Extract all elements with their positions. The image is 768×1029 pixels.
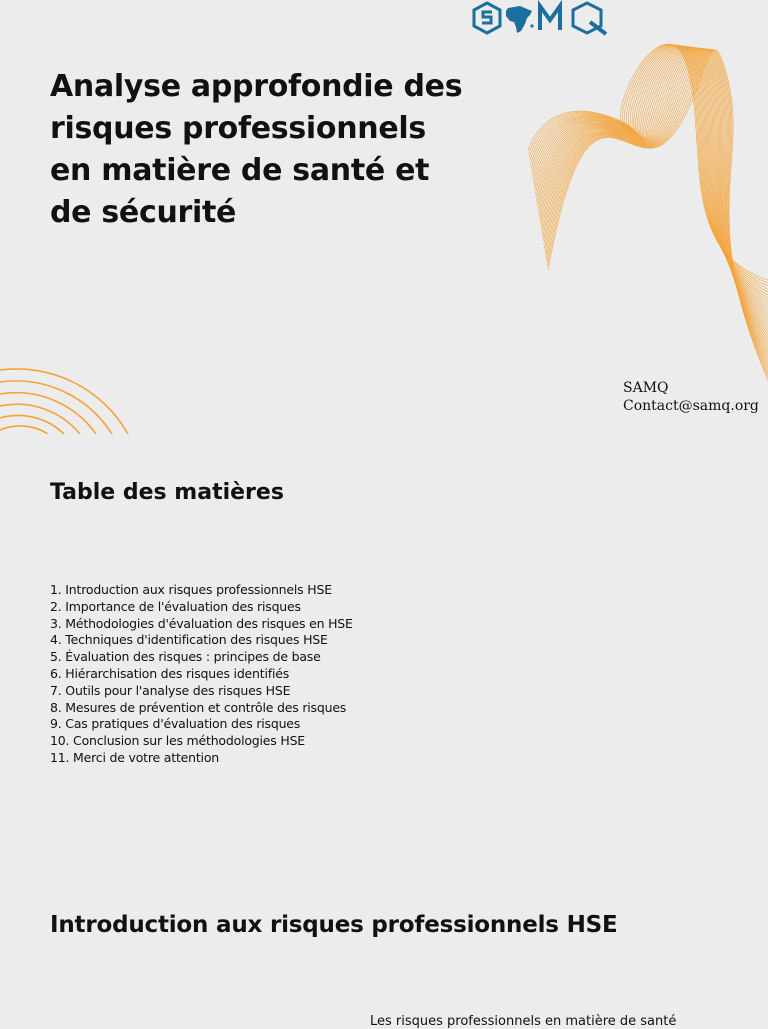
wave-line xyxy=(543,48,768,352)
toc-item: 10. Conclusion sur les méthodologies HSE xyxy=(50,733,306,749)
wave-line xyxy=(546,49,768,371)
decorative-wave xyxy=(518,0,768,390)
toc-item: 4. Techniques d'identification des risques HSE xyxy=(50,632,328,648)
wave-line xyxy=(539,47,768,334)
wave-line xyxy=(541,48,768,347)
section-body-text: Les risques professionnels en matière de santé xyxy=(370,1014,677,1029)
toc-item: 1. Introduction aux risques professionnels HSE xyxy=(50,582,332,597)
toc-item: 11. Merci de votre attention xyxy=(50,749,220,765)
samq-logo xyxy=(472,0,614,36)
toc-item: 9. Cas pratiques d'évaluation des risques xyxy=(50,716,301,732)
wave-line xyxy=(548,50,768,380)
wave-line xyxy=(529,44,768,283)
wave-line xyxy=(538,47,768,328)
section-heading: Introduction aux risques professionnels HSE xyxy=(50,912,618,938)
wave-line xyxy=(544,49,768,359)
toc-item: 2. Importance de l'évaluation des risques xyxy=(50,598,301,614)
wave-line xyxy=(536,47,768,323)
contact-email[interactable]: Contact@samq.org xyxy=(623,398,759,414)
wave-line xyxy=(547,50,768,377)
wave-line xyxy=(543,49,768,356)
wave-line xyxy=(546,49,768,368)
samq-logo-graphic xyxy=(472,0,614,36)
wave-line xyxy=(540,48,768,341)
wave-line xyxy=(545,49,768,365)
toc-item: 6. Hiérarchisation des risques identifiés xyxy=(50,665,290,681)
wave-line xyxy=(538,47,768,331)
wave-line xyxy=(536,46,768,319)
toc-item: 5. Évaluation des risques : principes de base xyxy=(50,649,321,665)
decorative-arcs xyxy=(0,360,130,434)
contact-org: SAMQ xyxy=(623,380,669,396)
toc-heading: Table des matières xyxy=(50,480,284,505)
toc-item: 3. Méthodologies d'évaluation des risques en HSE xyxy=(50,615,353,631)
document-title: Analyse approfondie des risques professionnels en matière de santé et de sécurité xyxy=(50,69,463,230)
contact-block xyxy=(623,379,759,415)
wave-line xyxy=(541,48,768,344)
toc-item: 8. Mesures de prévention et contrôle des risques xyxy=(50,699,347,715)
wave-line xyxy=(529,44,768,286)
toc-item: 7. Outils pour l'analyse des risques HSE xyxy=(50,682,291,698)
toc-list xyxy=(50,582,353,767)
